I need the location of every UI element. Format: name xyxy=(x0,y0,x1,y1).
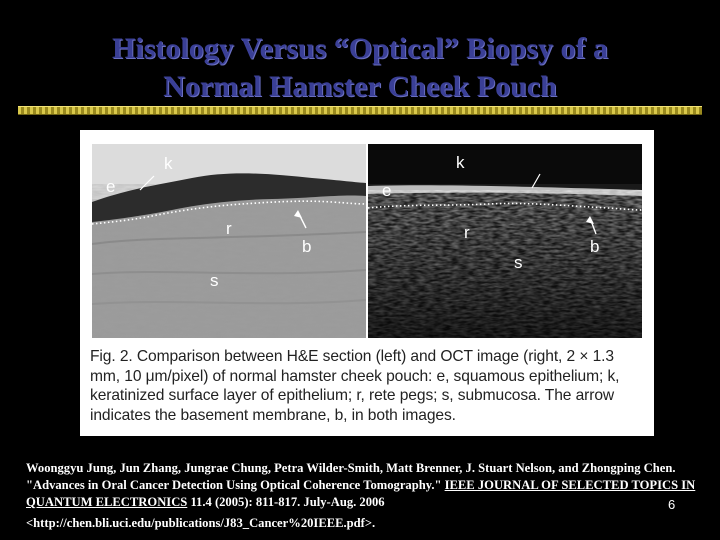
label-b-left: b xyxy=(302,237,312,256)
label-e-right: e xyxy=(382,181,392,200)
slide-title xyxy=(0,30,720,106)
label-b-right: b xyxy=(590,237,600,256)
label-r-right: r xyxy=(464,223,470,242)
label-r-left: r xyxy=(226,219,232,238)
title-line-2: Normal Hamster Cheek Pouch xyxy=(163,70,557,103)
citation xyxy=(26,460,716,532)
citation-details: 11.4 (2005): 811-817. July-Aug. 2006 xyxy=(187,495,385,509)
page-number: 6 xyxy=(668,497,676,512)
label-s-right: s xyxy=(514,253,523,272)
label-e-left: e xyxy=(106,177,116,196)
label-k-left: k xyxy=(164,154,173,173)
label-s-left: s xyxy=(210,271,219,290)
citation-url: <http://chen.bli.uci.edu/publications/J83_Cancer%20IEEE.pdf>. xyxy=(26,516,376,530)
title-divider xyxy=(18,106,702,115)
title-line-1: Histology Versus “Optical” Biopsy of a xyxy=(112,32,608,65)
citation-journal: IEEE JOURNAL OF SELECTED TOPICS IN QUANTUM ELECTRONICS xyxy=(26,478,696,509)
citation-authors: Woonggyu Jung, Jun Zhang, Jungrae Chung, Petra Wilder-Smith, Matt Brenner, J. Stuart Nelson, and Zhongping Chen. "Advances in Oral Cancer Detection Using Optical Coherence Tomography." xyxy=(26,461,676,492)
figure-image xyxy=(80,130,654,436)
label-k-right: k xyxy=(456,153,465,172)
histology-panel xyxy=(92,144,366,338)
figure-caption: Fig. 2. Comparison between H&E section (left) and OCT image (right, 2 × 1.3 mm, 10 μm/pixel) of normal hamster cheek pouch: e, squamous epithelium; k, keratinized surface layer of epithelium; r, rete pegs; s, submucosa. The arrow indicates the basement membrane, b, in both images. xyxy=(90,348,620,424)
oct-panel xyxy=(368,144,642,338)
